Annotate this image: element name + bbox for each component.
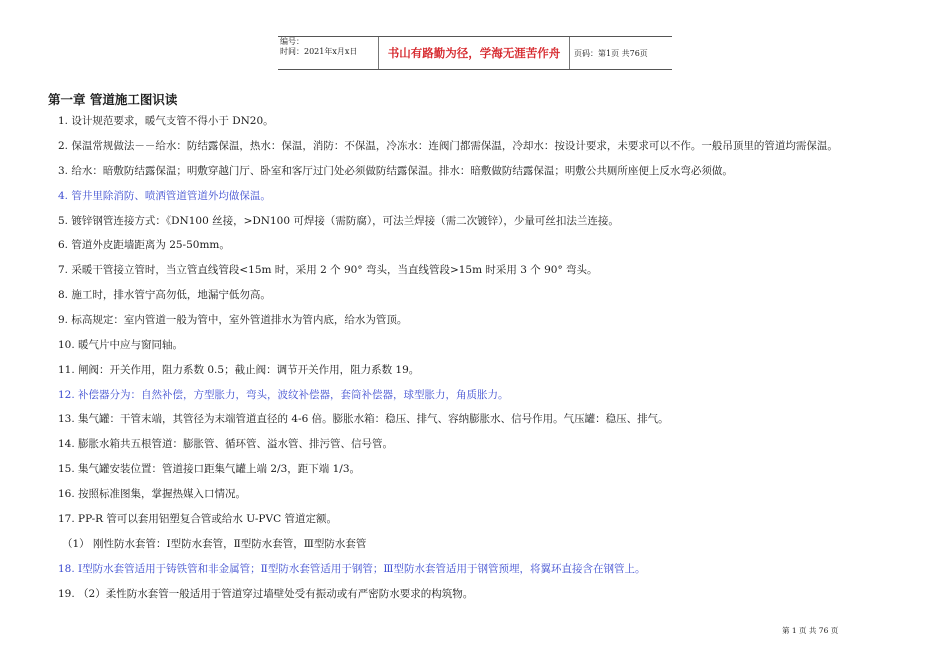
- header-table: [278, 36, 672, 70]
- page-label: 页码：第1页 共76页: [574, 48, 648, 58]
- list-item: 19. （2）柔性防水套管一般适用于管道穿过墙壁处受有振动或有严密防水要求的构筑物。: [58, 588, 474, 600]
- list-item: 7. 采暖干管接立管时，当立管直线管段<15m 时，采用 2 个 90° 弯头，当直线管段>15m 时采用 3 个 90° 弯头。: [58, 264, 598, 276]
- list-item: 9. 标高规定：室内管道一般为管中，室外管道排水为管内底，给水为管顶。: [58, 314, 408, 326]
- list-item: 6. 管道外皮距墙距离为 25-50mm。: [58, 239, 230, 251]
- list-item: 1. 设计规范要求，暖气支管不得小于 DN20。: [58, 115, 274, 127]
- list-item: 13. 集气罐：干管末端，其管径为末端管道直径的 4-6 倍。膨胀水箱：稳压、排气、容纳膨胀水、信号作用。气压罐：稳压、排气。: [58, 413, 669, 425]
- chapter-title: 第一章 管道施工图识读: [48, 92, 178, 107]
- list-item: （1） 刚性防水套管：Ⅰ型防水套管，Ⅱ型防水套管，Ⅲ型防水套管: [62, 538, 367, 550]
- list-item: 17. PP-R 管可以套用铝塑复合管或给水 U-PVC 管道定额。: [58, 513, 337, 525]
- list-item: 4. 管井里除消防、喷洒管道管道外均做保温。: [58, 190, 271, 202]
- header-left-cell: [278, 37, 378, 69]
- list-item: 12. 补偿器分为：自然补偿，方型胀力，弯头，波纹补偿器，套筒补偿器，球型胀力，角质胀力。: [58, 389, 509, 401]
- page-footer: 第 1 页 共 76 页: [782, 626, 839, 635]
- list-item: 14. 膨胀水箱共五根管道：膨胀管、循环管、溢水管、排污管、信号管。: [58, 438, 394, 450]
- list-item: 11. 闸阀：开关作用，阻力系数 0.5；截止阀：调节开关作用，阻力系数 19。: [58, 364, 420, 376]
- list-item: 8. 施工时，排水管宁高勿低，地漏宁低勿高。: [58, 289, 271, 301]
- list-item: 15. 集气罐安装位置：管道接口距集气罐上端 2/3，距下端 1/3。: [58, 463, 361, 475]
- list-item: 3. 给水：暗敷防结露保温；明敷穿越门厅、卧室和客厅过门处必须做防结露保温。排水：暗敷做防结露保温；明敷公共厕所座便上反水弯必须做。: [58, 165, 733, 177]
- motto: 书山有路勤为径，学海无涯苦作舟: [378, 37, 570, 69]
- number-label: 编号：: [280, 37, 304, 46]
- list-item: 10. 暖气片中应与窗同轴。: [58, 339, 184, 351]
- list-item: 18. Ⅰ型防水套管适用于铸铁管和非金属管；Ⅱ型防水套管适用于钢管；Ⅲ型防水套管适用于钢管预埋，将翼环直接含在钢管上。: [58, 563, 646, 575]
- list-item: 5. 镀锌钢管连接方式：《DN100 丝接，>DN100 可焊接（需防腐），可法兰焊接（需二次镀锌），少量可丝扣法兰连接。: [58, 215, 619, 227]
- time-label: 时间：2021年x月x日: [280, 47, 358, 56]
- list-item: 16. 按照标准图集，掌握热媒入口情况。: [58, 488, 247, 500]
- list-item: 2. 保温常规做法－－给水：防结露保温，热水：保温，消防：不保温，冷冻水：连阀门都需保温，冷却水：按设计要求，未要求可以不作。一般吊顶里的管道均需保温。: [58, 140, 838, 152]
